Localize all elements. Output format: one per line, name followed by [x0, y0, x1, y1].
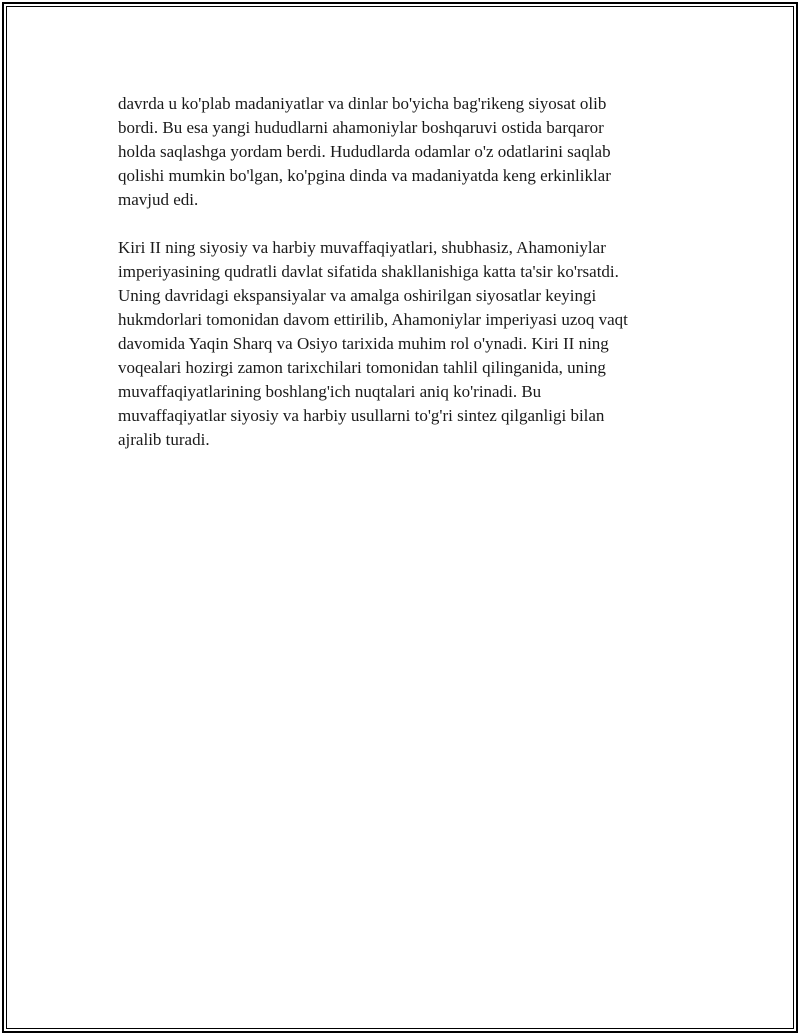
text-line: Uning davridagi ekspansiyalar va amalga oshirilgan siyosatlar keyingi: [118, 286, 597, 305]
text-line: voqealari hozirgi zamon tarixchilari tomonidan tahlil qilinganida, uning: [118, 358, 606, 377]
text-line: qolishi mumkin bo'lgan, ko'pgina dinda va madaniyatda keng erkinliklar: [118, 166, 611, 185]
text-line: holda saqlashga yordam berdi. Hududlarda odamlar o'z odatlarini saqlab: [118, 142, 611, 161]
text-line: muvaffaqiyatlarining boshlang'ich nuqtalari aniq ko'rinadi. Bu: [118, 382, 542, 401]
text-line: imperiyasining qudratli davlat sifatida shakllanishiga katta ta'sir ko'rsatdi.: [118, 262, 619, 281]
document-body: [118, 92, 682, 476]
text-line: ajralib turadi.: [118, 430, 210, 449]
paragraph-2: [118, 236, 682, 452]
text-line: davrda u ko'plab madaniyatlar va dinlar bo'yicha bag'rikeng siyosat olib: [118, 94, 607, 113]
text-line: hukmdorlari tomonidan davom ettirilib, Ahamoniylar imperiyasi uzoq vaqt: [118, 310, 628, 329]
text-line: davomida Yaqin Sharq va Osiyo tarixida muhim rol o'ynadi. Kiri II ning: [118, 334, 609, 353]
text-line: mavjud edi.: [118, 190, 199, 209]
text-line: Kiri II ning siyosiy va harbiy muvaffaqiyatlari, shubhasiz, Ahamoniylar: [118, 238, 606, 257]
text-line: bordi. Bu esa yangi hududlarni ahamoniylar boshqaruvi ostida barqaror: [118, 118, 604, 137]
paragraph-1: [118, 92, 682, 212]
text-line: muvaffaqiyatlar siyosiy va harbiy usullarni to'g'ri sintez qilganligi bilan: [118, 406, 605, 425]
